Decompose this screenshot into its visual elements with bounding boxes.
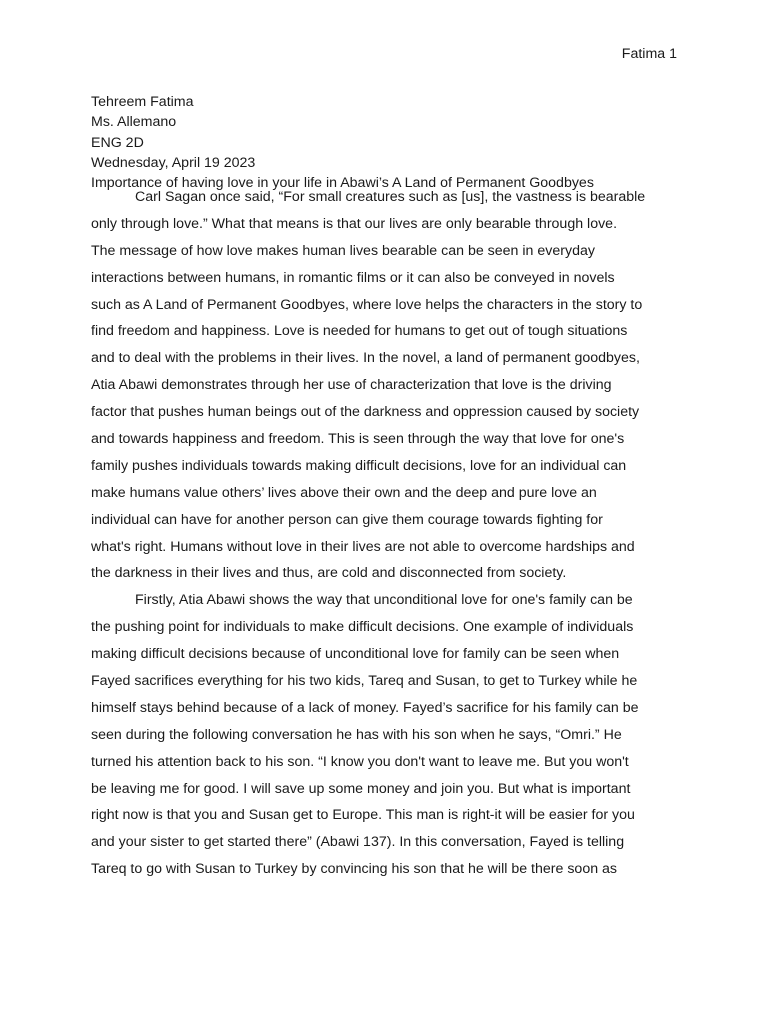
course-code: ENG 2D	[91, 134, 144, 151]
paragraph-1-line: make humans value others’ lives above their own and the deep and pure love an	[91, 484, 597, 501]
paragraph-2-line: Tareq to go with Susan to Turkey by convincing his son that he will be there soon as	[91, 861, 618, 878]
mla-heading	[91, 92, 691, 193]
essay-title: Importance of having love in your life in Abawi’s A Land of Permanent Goodbyes	[91, 175, 594, 192]
paragraph-1-line: and to deal with the problems in their lives. In the novel, a land of permanent goodbyes,	[91, 350, 640, 367]
paragraph-2-line: Firstly, Atia Abawi shows the way that unconditional love for one's family can be	[135, 592, 633, 609]
paragraph-1-line: Atia Abawi demonstrates through her use of characterization that love is the driving	[91, 377, 612, 394]
paragraph-2-line: seen during the following conversation he has with his son when he says, “Omri.” He	[91, 726, 622, 743]
page-number-header: Fatima 1	[621, 46, 677, 62]
paragraph-1-line: find freedom and happiness. Love is needed for humans to get out of tough situations	[91, 323, 628, 340]
paragraph-1-line: factor that pushes human beings out of the darkness and oppression caused by society	[91, 404, 640, 421]
paragraph-2-line: and your sister to get started there” (Abawi 137). In this conversation, Fayed is telling	[91, 834, 625, 851]
paragraph-2-line: be leaving me for good. I will save up some money and join you. But what is important	[91, 780, 631, 797]
essay-body	[91, 184, 681, 883]
paragraph-2-line: turned his attention back to his son. “I know you don't want to leave me. But you won't	[91, 753, 629, 770]
paragraph-1-line: Carl Sagan once said, “For small creatures such as [us], the vastness is bearable	[135, 189, 646, 205]
paragraph-1-line: what's right. Humans without love in their lives are not able to overcome hardships and	[91, 538, 635, 555]
paragraph-2-line: right now is that you and Susan get to Europe. This man is right-it will be easier for you	[91, 807, 635, 824]
teacher-name: Ms. Allemano	[91, 114, 177, 131]
paragraph-2-line: the pushing point for individuals to make difficult decisions. One example of individuals	[91, 619, 634, 636]
paragraph-1-line: and towards happiness and freedom. This is seen through the way that love for one's	[91, 431, 625, 448]
paragraph-2-line: Fayed sacrifices everything for his two kids, Tareq and Susan, to get to Turkey while he	[91, 673, 638, 690]
paragraph-2-line: making difficult decisions because of unconditional love for family can be seen when	[91, 646, 620, 663]
paragraph-1-line: individual can have for another person can give them courage towards fighting for	[91, 511, 603, 528]
paragraph-1-line: interactions between humans, in romantic films or it can also be conveyed in novels	[91, 269, 615, 286]
essay-date: Wednesday, April 19 2023	[91, 154, 256, 171]
paragraph-1-line: The message of how love makes human lives bearable can be seen in everyday	[91, 242, 595, 259]
paragraph-2-line: himself stays behind because of a lack of money. Fayed’s sacrifice for his family can be	[91, 699, 639, 716]
student-name: Tehreem Fatima	[91, 94, 194, 110]
paragraph-1-line: only through love.” What that means is that our lives are only bearable through love.	[91, 215, 618, 232]
paragraph-1-line: family pushes individuals towards making difficult decisions, love for an individual can	[91, 457, 627, 474]
paragraph-1-line: such as A Land of Permanent Goodbyes, where love helps the characters in the story to	[91, 296, 643, 313]
paragraph-1-line: the darkness in their lives and thus, are cold and disconnected from society.	[91, 565, 567, 582]
